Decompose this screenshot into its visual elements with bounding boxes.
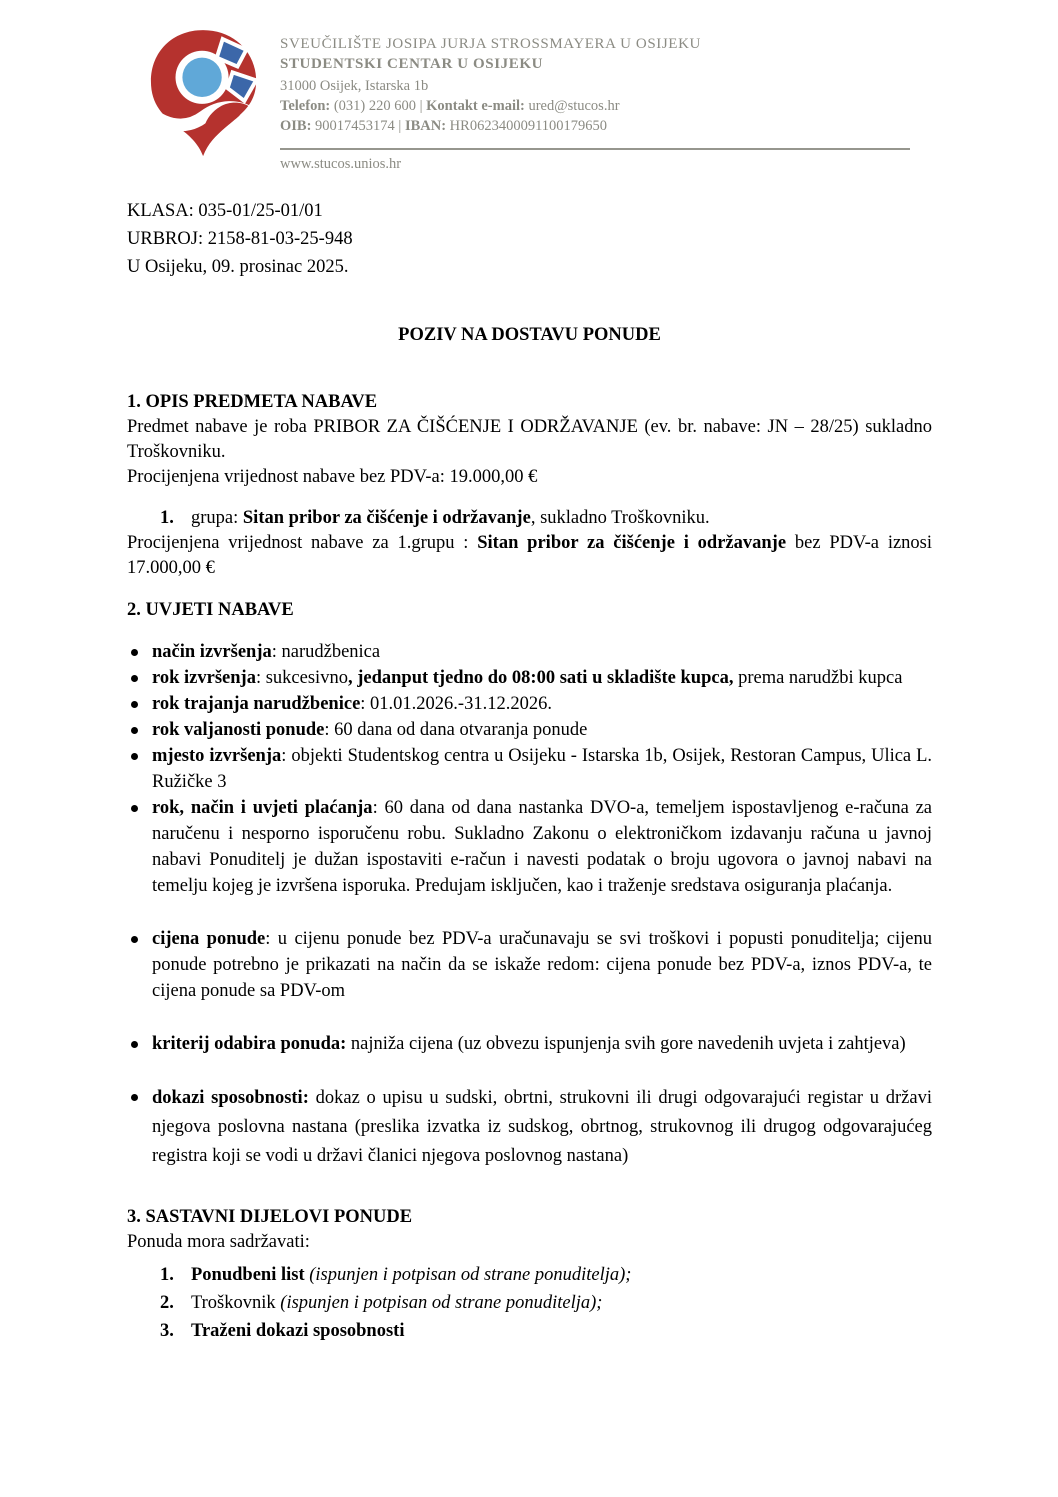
list-item-text: Troškovnik (ispunjen i potpisan od strane ponuditelja); <box>191 1293 603 1313</box>
list-item <box>127 665 932 691</box>
organization-ids: OIB: 90017453174 | IBAN: HR0623400091100179650 <box>280 118 608 134</box>
document-title: POZIV NA DOSTAVU PONUDE <box>398 325 661 345</box>
university-name: SVEUČILIŠTE JOSIPA JURJA STROSSMAYERA U OSIJEKU <box>280 36 701 52</box>
place-date-line: U Osijeku, 09. prosinac 2025. <box>127 257 349 277</box>
list-item-text: rok, način i uvjeti plaćanja: 60 dana od dana nastanka DVO-a, temeljem ispostavljenog e-računa za naručenu i nesporno isporučenu robu. Sukladno Zakonu o elektroničkom izdavanju računa u javnoj nabavi Ponuditelj je dužan ispostaviti e-račun i navesti podatak o broju ugovora o javnoj nabavi na temelju kojeg je izvršena isporuka. Predujam isključen, kao i traženje sredstava osiguranja plaćanja. <box>152 798 932 896</box>
list-item <box>127 639 932 665</box>
subject-paragraph: Predmet nabave je roba PRIBOR ZA ČIŠĆENJE I ODRŽAVANJE (ev. br. nabave: JN – 28/25) sukladno Troškovniku. <box>127 417 932 462</box>
list-item <box>160 1289 932 1317</box>
urbroj-line: URBROJ: 2158-81-03-25-948 <box>127 229 353 249</box>
group-list-item-text: grupa: Sitan pribor za čišćenje i održavanje, sukladno Troškovniku. <box>191 508 710 528</box>
list-item-text: cijena ponude: u cijenu ponude bez PDV-a uračunavaju se svi troškovi i popusti ponuditelja; cijenu ponude potrebno je prikazati na način da se iskaže redom: cijena ponude bez PDV-a, iznos PDV-a, te cijena ponude sa PDV-om <box>152 929 932 1001</box>
conditions-list <box>127 639 932 1171</box>
section-3-heading: 3. SASTAVNI DIJELOVI PONUDE <box>127 1207 413 1227</box>
list-item-text: Traženi dokazi sposobnosti <box>191 1321 405 1341</box>
organization-logo <box>147 28 265 166</box>
organization-contact: Telefon: (031) 220 600 | Kontakt e-mail: ured@stucos.hr <box>280 98 620 114</box>
bullet-icon <box>131 1041 138 1048</box>
organization-address: 31000 Osijek, Istarska 1b <box>280 78 429 94</box>
list-item <box>127 1031 932 1057</box>
list-item-text: rok izvršenja: sukcesivno, jedanput tjedno do 08:00 sati u skladište kupca, prema narudžbi kupca <box>152 668 903 688</box>
list-number: 2. <box>160 1293 174 1313</box>
bullet-icon <box>131 753 138 760</box>
list-item <box>160 1261 932 1289</box>
bullet-icon <box>131 701 138 708</box>
document-body <box>127 197 932 1345</box>
list-number: 1. <box>160 508 174 528</box>
section-1-heading: 1. OPIS PREDMETA NABAVE <box>127 392 378 412</box>
organization-website: www.stucos.unios.hr <box>280 156 402 172</box>
estimated-value-paragraph: Procijenjena vrijednost nabave bez PDV-a: 19.000,00 € <box>127 467 538 487</box>
list-item-text: Ponudbeni list (ispunjen i potpisan od strane ponuditelja); <box>191 1265 632 1285</box>
group-value-paragraph: Procijenjena vrijednost nabave za 1.grupu : Sitan pribor za čišćenje i održavanje bez PDV-a iznosi 17.000,00 € <box>127 533 933 578</box>
list-item-text: način izvršenja: narudžbenica <box>152 642 381 662</box>
list-item <box>127 717 932 743</box>
organization-name: STUDENTSKI CENTAR U OSIJEKU <box>280 56 544 72</box>
location-pin-logo-icon <box>147 28 265 166</box>
bullet-icon <box>131 727 138 734</box>
group-list-item <box>160 506 932 531</box>
letterhead-divider <box>280 148 910 150</box>
list-item-text: mjesto izvršenja: objekti Studentskog centra u Osijeku - Istarska 1b, Osijek, Restoran Campus, Ulica L. Ružičke 3 <box>152 746 932 792</box>
document-meta <box>127 197 932 281</box>
bullet-icon <box>131 805 138 812</box>
list-item <box>127 926 932 1004</box>
list-item-text: rok valjanosti ponude: 60 dana od dana otvaranja ponude <box>152 720 588 740</box>
letterhead <box>147 28 910 174</box>
bullet-icon <box>131 1094 138 1101</box>
section-2-heading: 2. UVJETI NABAVE <box>127 600 294 620</box>
list-item-text: dokazi sposobnosti: dokaz o upisu u sudski, obrtni, strukovni ili drugi odgovarajući registar u državi njegova poslovna nastana (preslika izvatka iz sudskog, obrtnog, strukovnog ili drugog odgovarajućeg registra koji se vodi u državi članici njegova poslovnog nastana) <box>152 1088 932 1166</box>
offer-contents-list <box>127 1261 932 1345</box>
list-item-text: kriterij odabira ponuda: najniža cijena (uz obvezu ispunjenja svih gore navedenih uvjeta i zahtjeva) <box>152 1034 906 1054</box>
list-item <box>160 1317 932 1345</box>
bullet-icon <box>131 675 138 682</box>
bullet-icon <box>131 936 138 943</box>
offer-contents-intro: Ponuda mora sadržavati: <box>127 1232 310 1252</box>
klasa-line: KLASA: 035-01/25-01/01 <box>127 201 323 221</box>
list-item <box>127 691 932 717</box>
list-item <box>127 743 932 795</box>
bullet-icon <box>131 649 138 656</box>
list-item-text: rok trajanja narudžbenice: 01.01.2026.-31.12.2026. <box>152 694 552 714</box>
list-number: 3. <box>160 1321 174 1341</box>
list-number: 1. <box>160 1265 174 1285</box>
list-item <box>127 795 932 899</box>
list-item <box>127 1084 932 1171</box>
